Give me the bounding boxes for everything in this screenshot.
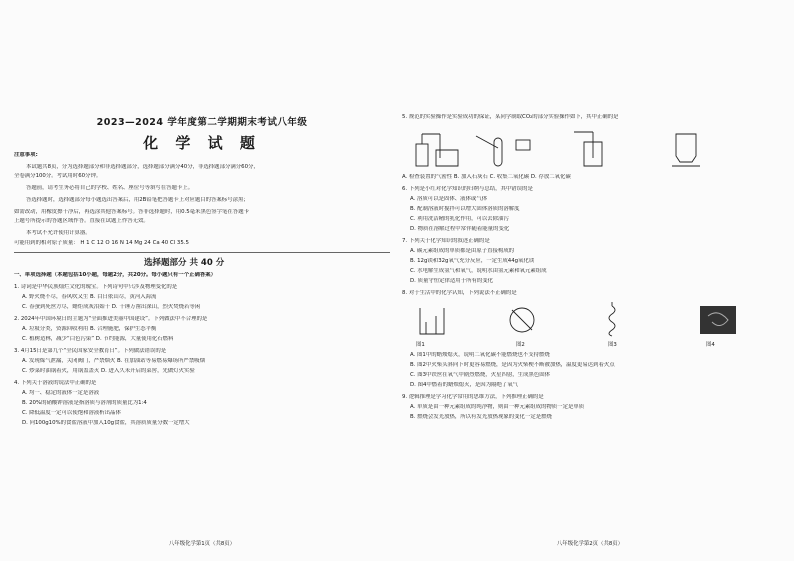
note-line: 全卷满分100分。考试用时60分钟。 [14,173,102,179]
note-line: 答选择题时，选择题部分每小题选出答案后，用2B铅笔把答题卡上对应题目的答案标号涂黑； [26,197,249,203]
page-footer: 八年级化学第1页（共8页） [168,541,236,547]
fig-label: 图4 [706,342,715,348]
option-line: C. 利用洗洁精的乳化作用，可以去除油污 [410,216,509,222]
option-line: A. 均一、稳定的液体一定是溶液 [22,390,100,396]
question-line: 5. 规范的实验操作是实验成功的保证，某同学制取CO₂的部分实验操作如下，其中正确的是 [402,114,619,120]
option-line: C. 水电解生成氢气和氧气，说明水由氢元素和氧元素组成 [410,268,547,274]
note-line: 上题号所提示的答题区域作答。直接在试题上作答无效。 [14,218,149,224]
fig-label: 图1 [416,342,425,348]
note-line: 如需改动，用橡皮擦干净后，再选涂其他答案标号。答非选择题时，用0.5毫米黑色签字笔在答题卡 [14,209,249,215]
page-footer: 八年级化学第2页（共8页） [556,541,624,547]
option-line: A. 发现煤气泄漏，关闭阀门，严禁烟火 B. 在加油站等易燃易爆场所严禁吸烟 [22,358,205,364]
question-line: 6. 下列是小红对化学知识的归纳与总结，其中错误的是 [402,186,533,192]
option-line: B. 20%的硝酸钾溶液是指溶质与溶剂的质量比为1:4 [22,400,147,406]
exam-title: 2023—2024 学年度第二学期期末考试八年级 [96,117,308,128]
question-line: 4. 下列关于溶液的说法中正确的是 [14,380,97,386]
option-line: A. 垃圾分类，资源回收利用 B. 合理施肥，保护生态平衡 [22,326,157,332]
q8-figures [412,302,762,338]
note-line: 本考试不允许使用计算器。 [26,230,91,236]
option-line: C. 春蚕到死丝方尽，蜡炬成灰泪始干 D. 千锤万凿出深山，烈火焚烧若等闲 [22,304,201,310]
option-line: A. 碳元素组成的单质都是由原子直接构成的 [410,248,515,254]
section-title: 选择题部分 共 40 分 [144,258,225,268]
question-line: 9. 逻辑推理是学习化学常用的思维方法，下列推理正确的是 [402,394,544,400]
option-line: C. 植树造林，减少“白色污染” D. 节约能源，大量使用化石燃料 [22,336,174,342]
option-line: A. 野火烧不尽，春风吹又生 B. 白日依山尽，黄河入海流 [22,294,157,300]
question-line: 3. 4月15日是第九个“全民国家安全教育日”。下列做法错误的是 [14,348,167,354]
question-line: 2. 2024年中国环境日的主题为“全面推进美丽中国建设”。下列做法中不合理的是 [14,316,208,322]
exam-page-2 [402,100,778,547]
option-line: D. 图4中燃着的蜡烛熄灭，是因为隔绝了氧气 [410,382,519,388]
option-line: B. 图2中火柴头斜向下时更容易燃烧，是因为火柴梗不断被加热，温度更易达到着火点 [410,362,615,368]
option-line: D. 质量守恒定律适用于所有的变化 [410,278,494,284]
fig-label: 图2 [516,342,525,348]
option-line: A. 单质是由一种元素组成的纯净物，则由一种元素组成的物质一定是单质 [410,404,585,410]
fig4-dark-photo [700,306,736,334]
question-line: 8. 对于生活中的化学认知，下列说法不正确的是 [402,290,517,296]
question-line: 7. 下列关于化学知识的叙述正确的是 [402,238,490,244]
option-line: C. 图3中铁丝在氧气中剧烈燃烧，火星四射，生成黑色固体 [410,372,550,378]
divider [14,252,390,253]
note-line: 答题前，请考生务必将自己的学校、姓名、座位号等填写在答题卡上。 [26,185,194,191]
notes-heading: 注意事项: [14,152,38,158]
option-line: B. 配制溶液时搅拌可以增大固体溶质的溶解度 [410,206,520,212]
option-line: D. 向100g10%的食盐溶液中加入10g食盐，其溶质质量分数一定增大 [22,420,190,426]
question-line: 1. 诗词是中华民族灿烂文化的瑰宝。下列诗句中只涉及物理变化的是 [14,284,178,290]
atomic-mass-line: 可能用到的相对原子质量： H 1 C 12 O 16 N 14 Mg 24 Ca 40 Cl 35.5 [14,240,189,246]
section-intro: 一、单项选择题（本题包括10小题，每题2分，共20分。每小题只有一个正确答案） [14,272,217,278]
option-line: A. 溶质可以是固体、液体或气体 [410,196,488,202]
q5-options: A. 检查装置的气密性 B. 加入石灰石 C. 收集二氧化碳 D. 存放二氧化碳 [402,174,571,180]
option-line: B. 燃烧会发光放热，所以有发光放热现象的变化一定是燃烧 [410,414,552,420]
q5-apparatus-figure [406,128,776,172]
exam-page-1 [14,100,390,547]
subject-title: 化 学 试 题 [143,134,261,152]
option-line: B. 12g镁和32g氧气充分反应，一定生成44g氧化镁 [410,258,535,264]
fig-label: 图3 [608,342,617,348]
option-line: A. 图1中的蜡烛熄灭，说明二氧化碳不能燃烧也不支持燃烧 [410,352,550,358]
option-line: D. 物质在溶解过程中常伴随着能量的变化 [410,226,510,232]
note-line: 本试题共8页，分为选择题部分和非选择题部分，选择题部分满分40分，非选择题部分满分60分， [26,164,259,170]
option-line: C. 炒菜时油锅着火，用锅盖盖灭 D. 进入久未开启的菜窖，先做灯火实验 [22,368,195,374]
option-line: C. 降低温度一定可以使饱和溶液析出晶体 [22,410,121,416]
